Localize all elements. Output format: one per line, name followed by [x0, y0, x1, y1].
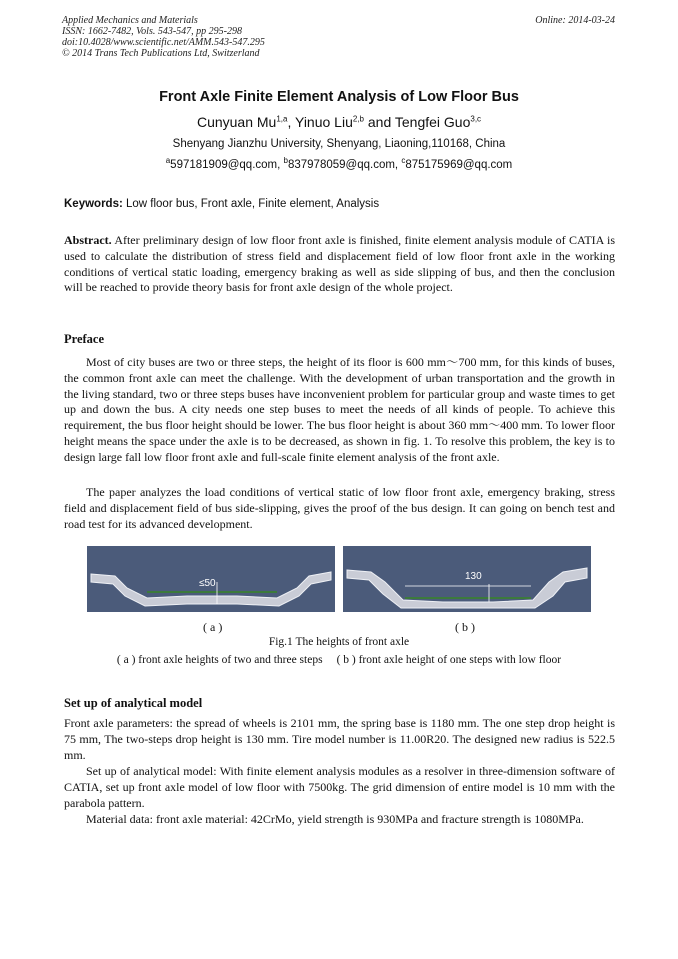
doi-line: doi:10.4028/www.scientific.net/AMM.543-547.295 — [62, 37, 265, 48]
email-link[interactable]: 875175969@qq.com — [405, 159, 513, 171]
preface-paragraph-1: Most of city buses are two or three steps, the height of its floor is 600 mm～700 mm, for this kinds of buses, the common front axle can meet the challenge. With the development of urban transportation and the growth in the living standard, two or three steps buses have inconvenient problem for particular group and waste times to get up and down the bus. A city needs one step buses to meet the needs of all kinds of people. To achieve this requirement, the bus floor height should be lower. The bus floor height is about 360 mm～400 mm. To lower floor height means the space under the axle is to be decreased, as shown in fig. 1. To resolve this problem, the key is to design large fall low floor front axle and full-scale finite element analysis of the front axle. — [64, 355, 615, 464]
author-name: Yinuo Liu — [295, 114, 353, 130]
subcaption-b: ( b ) front axle height of one steps with low floor — [336, 654, 562, 666]
email-link[interactable]: 837978059@qq.com — [287, 159, 395, 171]
abstract — [64, 233, 615, 296]
author-separator: , — [287, 114, 295, 130]
copyright-line: © 2014 Trans Tech Publications Ltd, Switzerland — [62, 48, 260, 59]
dim-label-a: ≤50 — [199, 578, 216, 589]
paper-title: Front Axle Finite Element Analysis of Low Floor Bus — [159, 89, 519, 105]
author-sup: 1,a — [276, 114, 288, 124]
figure-caption: Fig.1 The heights of front axle — [268, 636, 410, 648]
model-paragraph-3: Material data: front axle material: 42CrMo, yield strength is 930MPa and fracture strength is 1080MPa. — [86, 812, 584, 826]
email-sup: a — [165, 156, 171, 166]
subcaption-a: ( a ) front axle heights of two and three steps — [116, 654, 323, 666]
section-heading-model: Set up of analytical model — [64, 696, 203, 710]
author-sup: 2,b — [352, 114, 364, 124]
email-list: $^a$597181909@qq.com, $^b$837978059@qq.com, $^c$875175969@qq.com — [165, 156, 513, 171]
keywords — [64, 198, 379, 210]
abstract-text: After preliminary design of low floor front axle is finished, finite element analysis module of CATIA is used to calculate the distribution of stress field and displacement field of low floor front axle in the working conditions of vertical static loading, emergency braking as well as side slipping of bus, and then the conclusion will be reached to provide theory basis for front axle design of the whole project. — [64, 233, 615, 295]
figure-label-a: ( a ) — [203, 620, 223, 634]
keywords-label: Keywords: — [64, 198, 123, 210]
author-list — [0, 114, 678, 130]
preface-paragraph-2: The paper analyzes the load conditions of vertical static of low floor front axle, emergency braking, stress field and displacement field of bus side-slipping, gives the proof of the bus design. It can going on bench test and road test for its advanced development. — [64, 485, 615, 531]
section-heading-preface: Preface — [64, 332, 105, 346]
abstract-label: Abstract. — [64, 233, 112, 247]
keywords-text: Low floor bus, Front axle, Finite element, Analysis — [122, 198, 380, 210]
journal-header — [62, 15, 265, 59]
author-name: Tengfei Guo — [394, 114, 471, 130]
front-axle-drawing-a — [87, 546, 335, 612]
email-link[interactable]: 597181909@qq.com — [170, 159, 278, 171]
dim-label-b: 130 — [465, 571, 482, 582]
figure-1a-image — [87, 546, 335, 612]
author-sup: 3,c — [470, 114, 482, 124]
issn-line: ISSN: 1662-7482, Vols. 543-547, pp 295-298 — [62, 26, 242, 37]
model-paragraph-1: Front axle parameters: the spread of wheels is 2101 mm, the spring base is 1180 mm. The one step drop height is 75 mm, The two-steps drop height is 130 mm. Tire model number is 11.00R20. The designed new radius is 522.5 mm. — [64, 716, 615, 762]
author-name: Cunyuan Mu — [196, 114, 277, 130]
model-paragraph-2: Set up of analytical model: With finite element analysis modules as a resolver in three-dimension software of CATIA, set up front axle model of low floor with 7500kg. The grid dimension of entire model is 10 mm with the parabola pattern. — [64, 764, 615, 810]
figure-1b-image — [343, 546, 591, 612]
email-sup: b — [283, 156, 288, 166]
online-date: Online: 2014-03-24 — [535, 15, 615, 26]
figure-subcaption — [0, 654, 678, 666]
journal-name: Applied Mechanics and Materials — [62, 15, 198, 26]
front-axle-drawing-b — [343, 546, 591, 612]
affiliation: Shenyang Jianzhu University, Shenyang, Liaoning,110168, China — [172, 138, 506, 150]
email-sup: c — [401, 156, 406, 166]
author-separator: and — [363, 114, 395, 130]
figure-label-b: ( b ) — [455, 620, 475, 634]
